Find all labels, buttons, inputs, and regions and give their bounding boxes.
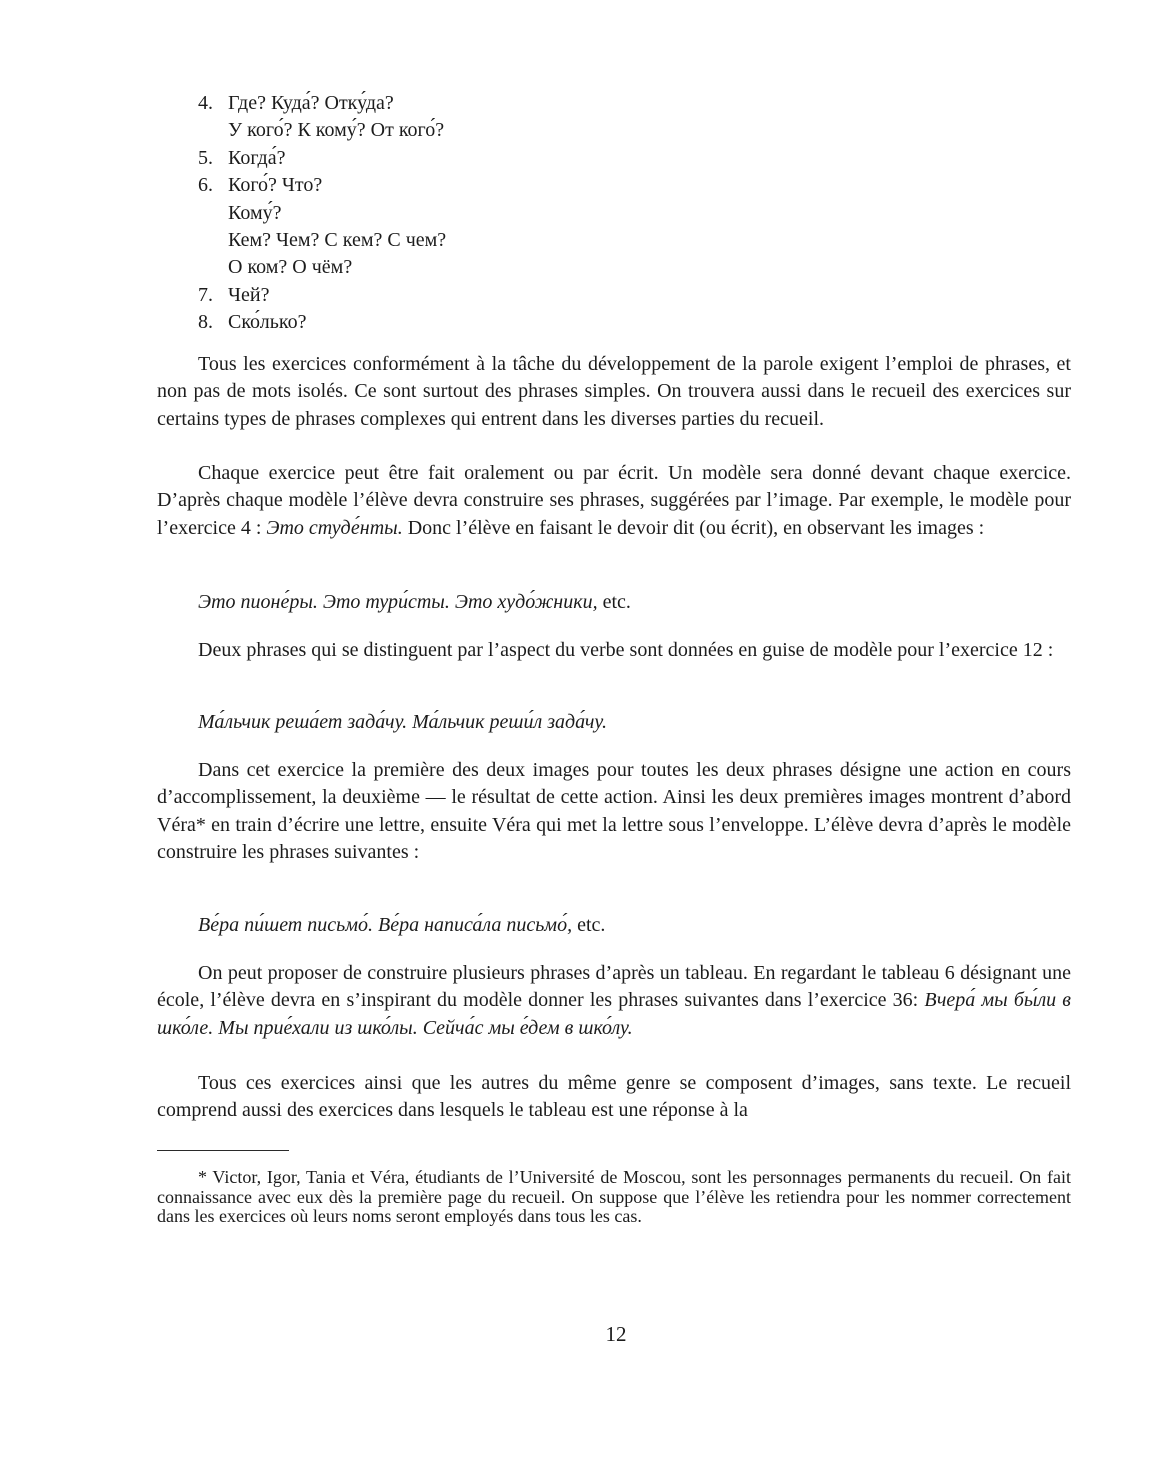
russian-example-inline: Это студе́нты.: [266, 516, 403, 539]
footnote-divider: [157, 1150, 289, 1151]
list-item: 8. Ско́лько?: [198, 309, 446, 336]
example-line-3: Ве́ра пи́шет письмо́. Ве́ра написа́ла письмо́, etc.: [198, 914, 606, 936]
item-number: 5.: [198, 146, 213, 169]
paragraph-4: Dans cet exercice la première des deux images pour toutes les deux phrases désigne une action en cours d’accomplissement, la deuxième — le résultat de cette action. Ainsi les deux premières images montrent d’abord Véra* en train d’écrire une lettre, ensuite Véra qui met la lettre sous l’enveloppe. L’élève devra d’après le modèle construire les phrases suivantes :: [157, 759, 1071, 864]
list-item: 4. Где? Куда́? Отку́да?: [198, 90, 446, 117]
list-item-continuation: Кому́?: [228, 201, 282, 224]
list-item: 7. Чей?: [198, 282, 446, 309]
paragraph-3: Deux phrases qui se distinguent par l’aspect du verbe sont données en guise de modèle pour l’exercice 12 :: [198, 639, 1054, 661]
russian-example-inline: Вчера́ мы бы́ли в шко́ле. Мы прие́хали из шко́лы. Сейча́с мы е́дем в шко́лу.: [157, 989, 1071, 1039]
question-list: [198, 90, 446, 337]
footnote: * Victor, Igor, Tania et Véra, étudiants de l’Université de Moscou, sont les personnages permanents du recueil. On fait connaissance avec eux dès la première page du recueil. On suppose que l’élève les retiendra pour les nommer correctement dans les exercices où leurs noms seront employés dans tous les cas.: [157, 1167, 1071, 1226]
item-number: 6.: [198, 174, 213, 197]
paragraph-6: Tous ces exercices ainsi que les autres du même genre se composent d’images, sans texte. Le recueil comprend aussi des exercices dans lesquels le tableau est une réponse à la: [157, 1072, 1071, 1122]
list-item-continuation: О ком? О чём?: [228, 256, 353, 279]
example-line-1: Это пионе́ры. Это тури́сты. Это худо́жники, etc.: [198, 591, 631, 613]
example-line-2: Ма́льчик реша́ет зада́чу. Ма́льчик реши́л зада́чу.: [198, 711, 608, 733]
item-number: 4.: [198, 92, 213, 114]
list-item-continuation: У кого́? К кому́? От кого́?: [228, 119, 445, 142]
item-number: 7.: [198, 283, 213, 306]
list-item: 6. Кого́? Что?: [198, 172, 446, 199]
paragraph-1: Tous les exercices conformément à la tâche du développement de la parole exigent l’emploi de phrases, et non pas de mots isolés. Ce sont surtout des phrases simples. On trouvera aussi dans le recueil des exercices sur certains types de phrases complexes qui entrent dans les diverses parties du recueil.: [157, 353, 1071, 430]
item-number: 8.: [198, 311, 213, 334]
list-item-continuation: Кем? Чем? С кем? С чем?: [228, 229, 447, 252]
page-number: 12: [605, 1322, 627, 1346]
paragraph-5: On peut proposer de construire plusieurs phrases d’après un tableau. En regardant le tableau 6 désignant une école, l’élève devra en s’inspirant du modèle donner les phrases suivantes dans l’exercice 36: Вчера́ мы бы́ли в шко́ле. Мы прие́хали из шко́лы. Сейча́с мы е́дем в шко́лу.: [157, 962, 1071, 1039]
list-item: 5. Когда́?: [198, 145, 446, 172]
paragraph-2: Chaque exercice peut être fait oralement ou par écrit. Un modèle sera donné devant chaque exercice. D’après chaque modèle l’élève devra construire ses phrases, suggérées par l’image. Par exemple, le modèle pour l’exercice 4 : Это студе́нты. Donc l’élève en faisant le devoir dit (ou écrit), en observant les images :: [157, 462, 1071, 539]
